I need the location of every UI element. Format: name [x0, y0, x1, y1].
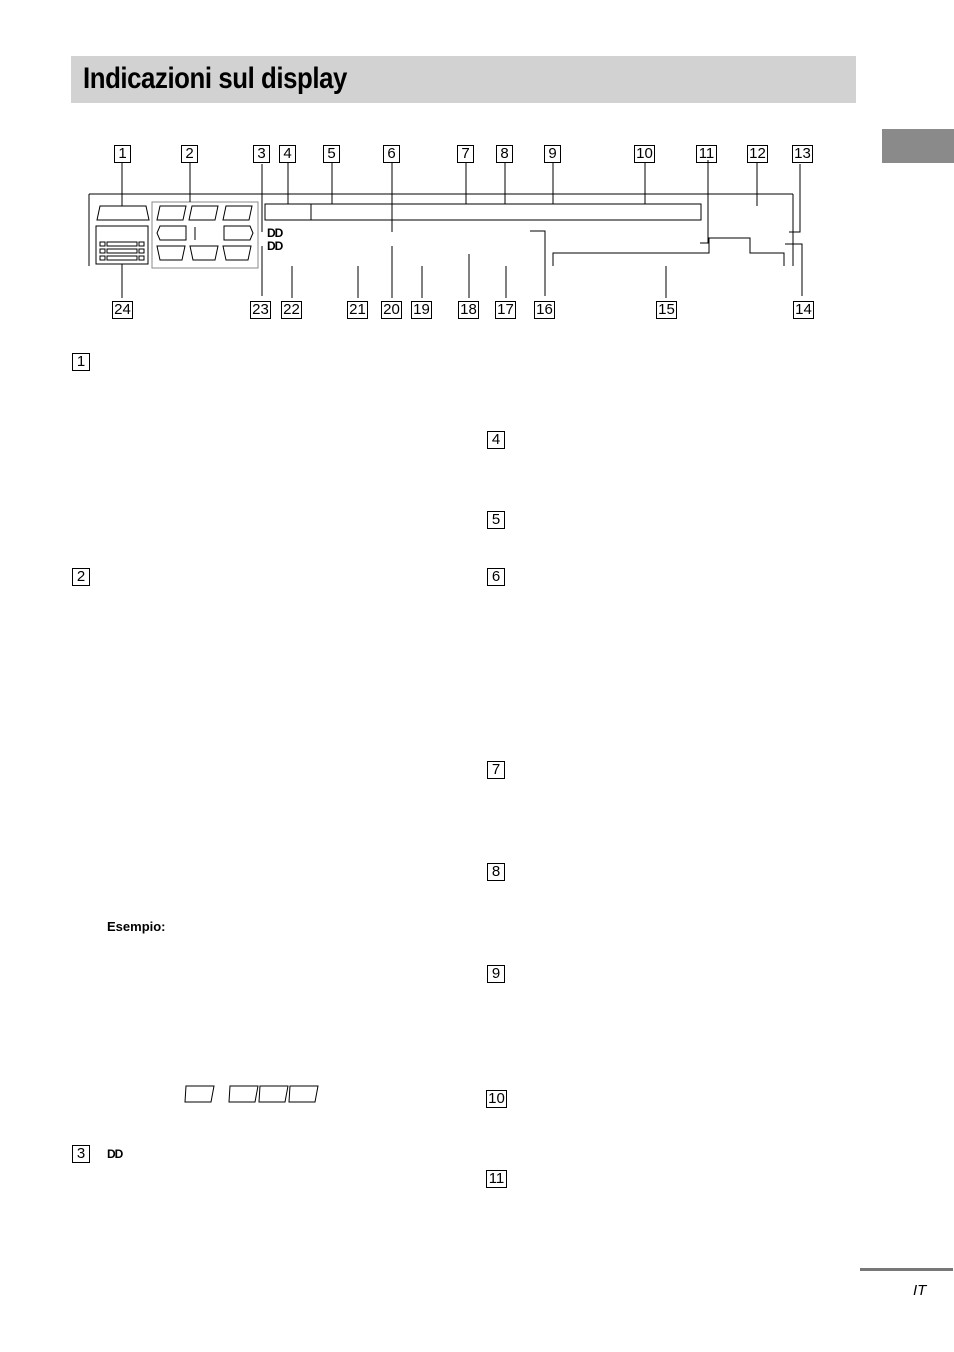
- indicator-24-shape: [96, 226, 148, 264]
- callout-bottom-22: 22: [281, 301, 302, 319]
- page-title: Indicazioni sul display: [83, 62, 347, 95]
- indicator-1-shape: [97, 206, 149, 220]
- section-marker-1: 1: [72, 353, 90, 371]
- callout-top-1: 1: [114, 145, 131, 163]
- section-marker-9: 9: [487, 965, 505, 983]
- section-marker-5: 5: [487, 511, 505, 529]
- callout-top-8: 8: [496, 145, 513, 163]
- callout-top-11: 11: [696, 145, 717, 163]
- callout-top-2: 2: [181, 145, 198, 163]
- callout-bottom-19: 19: [411, 301, 432, 319]
- callout-top-9: 9: [544, 145, 561, 163]
- callout-top-3: 3: [253, 145, 270, 163]
- callout-bottom-17: 17: [495, 301, 516, 319]
- callout-top-12: 12: [747, 145, 768, 163]
- section-marker-3: 3: [72, 1145, 90, 1163]
- section-marker-11: 11: [486, 1170, 507, 1188]
- callout-top-4: 4: [279, 145, 296, 163]
- callout-bottom-23: 23: [250, 301, 271, 319]
- section-3-dd-icon: DD: [107, 1147, 123, 1161]
- section-marker-8: 8: [487, 863, 505, 881]
- example-label: Esempio:: [107, 919, 166, 934]
- section-marker-10: 10: [486, 1090, 507, 1108]
- section-marker-7: 7: [487, 761, 505, 779]
- bracket-15: [553, 238, 784, 266]
- dolby-digital-icon: DD: [267, 226, 283, 240]
- callout-top-7: 7: [457, 145, 474, 163]
- callout-bottom-16: 16: [534, 301, 555, 319]
- callout-bottom-20: 20: [381, 301, 402, 319]
- callout-top-10: 10: [634, 145, 655, 163]
- section-marker-4: 4: [487, 431, 505, 449]
- callout-top-5: 5: [323, 145, 340, 163]
- section-marker-6: 6: [487, 568, 505, 586]
- callout-bottom-24: 24: [112, 301, 133, 319]
- callout-top-6: 6: [383, 145, 400, 163]
- callout-bottom-15: 15: [656, 301, 677, 319]
- text-display-bar: [265, 204, 701, 220]
- callout-bottom-21: 21: [347, 301, 368, 319]
- channel-group-frame: [152, 202, 258, 268]
- footer-language: IT: [913, 1282, 927, 1299]
- dolby-pro-logic-icon: DD: [267, 239, 283, 253]
- footer-rule: [860, 1268, 953, 1271]
- example-channel-shapes: [180, 1082, 325, 1106]
- callout-bottom-14: 14: [793, 301, 814, 319]
- display-diagram: [0, 0, 954, 340]
- section-marker-2: 2: [72, 568, 90, 586]
- callout-top-13: 13: [792, 145, 813, 163]
- callout-bottom-18: 18: [458, 301, 479, 319]
